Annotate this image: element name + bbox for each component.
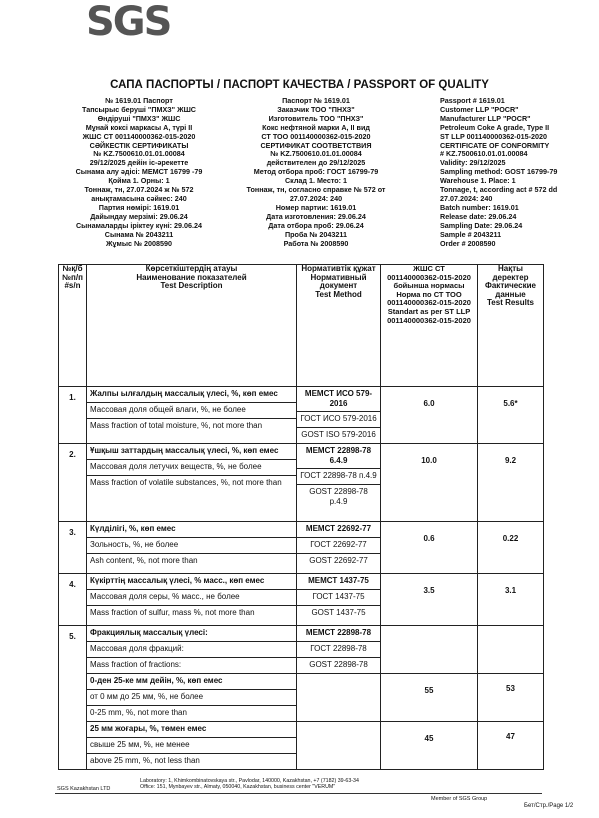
footer-addresses	[140, 778, 359, 790]
row-standard: 10.0	[381, 444, 478, 522]
description-line: above 25 mm, %, not less than	[90, 756, 200, 765]
description-line: Массовая доля фракций:	[87, 642, 296, 658]
method-line: МЕМСТ ИСО 579-2016	[297, 387, 380, 412]
header-column-kazakh	[54, 97, 224, 248]
table-row	[59, 387, 544, 444]
row-number: 4.	[59, 574, 87, 626]
header-line: анықтамасына сәйкес: 240	[91, 193, 187, 203]
header-line: Өндіруші "ПМХЗ" ЖШС	[97, 113, 181, 123]
method-line: ГОСТ 22898-78	[297, 642, 380, 658]
description-line: от 0 мм до 25 мм, %, не более	[87, 690, 296, 706]
row-description	[87, 522, 297, 574]
method-line: ГОСТ 22692-77	[297, 538, 380, 554]
header-line: # KZ.7500610.01.01.00084	[440, 149, 528, 159]
document-title: САПА ПАСПОРТЫ / ПАСПОРТ КАЧЕСТВА / PASSPORT OF QUALITY	[110, 79, 489, 91]
description-line: Зольность, %, не более	[87, 538, 296, 554]
subrow-standard: 55	[381, 674, 478, 722]
description-line: Ash content, %, not more than	[90, 556, 198, 565]
header-column-english	[440, 97, 590, 248]
header-line: Номер партии: 1619.01	[275, 202, 357, 212]
header-line: Проба № 2043211	[285, 229, 347, 239]
table-header-row	[59, 265, 544, 387]
header-line: Manufacturer LLP "POCR"	[440, 113, 531, 123]
method-line: GOST 22898-78	[309, 660, 368, 669]
header-column-russian	[236, 97, 396, 248]
header-line: Release date: 29.06.24	[440, 211, 517, 221]
header-line: ЖШС СТ 001140000362-015-2020	[82, 131, 196, 141]
header-line: действителен до 29/12/2025	[266, 158, 366, 168]
description-line: Mass fraction of sulfur, mass %, not more than	[90, 608, 255, 617]
header-line: 27.07.2024: 240	[289, 193, 343, 203]
description-line: 25 мм жоғары, %, төмен емес	[87, 722, 296, 738]
header-line: Customer LLP "POCR"	[440, 104, 519, 114]
method-line: ГОСТ ИСО 579-2016	[297, 412, 380, 428]
header-method: Нормативтік құжат Нормативный документ Test Method	[297, 265, 381, 387]
row-number: 5.	[59, 626, 87, 770]
header-desc: Көрсеткіштердің атауы Наименование показателей Test Description	[87, 265, 297, 387]
header-line: Жұмыс № 2008590	[106, 238, 172, 248]
header-num: №қ/б №п/п #s/n	[59, 265, 87, 387]
row-method	[297, 522, 381, 574]
sgs-logo: SGS	[86, 0, 171, 45]
table-row	[59, 444, 544, 522]
header-line: Тоннаж, тн, согласно справке № 572 от	[246, 185, 386, 195]
method-line: GOST 1437-75	[311, 608, 366, 617]
header-line: № KZ.7500610.01.01.00084	[270, 149, 362, 159]
row-standard: 3.5	[381, 574, 478, 626]
table-row	[59, 522, 544, 574]
method-line: МЕМСТ 1437-75	[297, 574, 380, 590]
description-line: Күкірттің массалық үлесі, % масс., көп емес	[87, 574, 296, 590]
header-line: Дайындау мерзімі: 29.06.24	[90, 211, 188, 221]
row-method	[297, 574, 381, 626]
header-line: Заказчик ТОО "ПНХЗ"	[277, 104, 355, 114]
header-line: № KZ.7500610.01.01.00084	[93, 149, 185, 159]
row-result: 3.1	[478, 574, 544, 626]
row-result: 9.2	[478, 444, 544, 522]
subrow-method	[297, 722, 381, 770]
row-result	[478, 626, 544, 674]
row-description	[87, 626, 297, 674]
header-line: СТ ТОО 001140000362-015-2020	[261, 131, 371, 141]
header-line: Мұнай коксі маркасы А, түрі ІІ	[85, 122, 193, 132]
method-line: GOST 22692-77	[309, 556, 368, 565]
row-result: 5.6*	[478, 387, 544, 444]
table-subrow	[59, 674, 544, 722]
description-line: Mass fraction of total moisture, %, not more than	[90, 421, 263, 430]
header-line: СӘЙКЕСТІК СЕРТИФИКАТЫ	[89, 140, 189, 150]
description-line: Күлділігі, %, көп емес	[87, 522, 296, 538]
header-line: Batch number: 1619.01	[440, 202, 519, 212]
footer-member: Member of SGS Group	[431, 796, 488, 802]
header-line: СЕРТИФИКАТ СООТВЕТСТВИЯ	[260, 140, 372, 150]
header-line: № 1619.01 Паспорт	[105, 96, 173, 105]
header-line: ST LLP 001140000362-015-2020	[440, 131, 547, 141]
results-table	[58, 264, 544, 770]
subrow-result: 53	[478, 674, 544, 722]
row-method	[297, 626, 381, 674]
header-line: Сынама № 2043211	[104, 229, 174, 239]
method-line: ГОСТ 1437-75	[297, 590, 380, 606]
method-line: GOST 22898-78 p.4.9	[309, 487, 368, 506]
row-description	[87, 387, 297, 444]
method-line: ГОСТ 22898-78 п.4.9	[297, 469, 380, 485]
header-line: 27.07.2024: 240	[440, 193, 493, 203]
header-line: Паспорт № 1619.01	[282, 96, 350, 105]
description-line: Ұшқыш заттардың массалық үлесі, %, көп емес	[87, 444, 296, 460]
table-subrow	[59, 722, 544, 770]
row-standard	[381, 626, 478, 674]
description-line: Mass fraction of fractions:	[90, 660, 182, 669]
method-line: МЕМСТ 22898-78	[297, 626, 380, 642]
header-line: Қойма 1. Орны: 1	[108, 176, 170, 186]
page-number: Бет/Стр./Page 1/2	[524, 803, 574, 809]
description-line: Жалпы ылғалдың массалық үлесі, %, көп емес	[87, 387, 296, 403]
description-line: Фракциялық массалық үлесі:	[87, 626, 296, 642]
description-line: Массовая доля летучих веществ, %, не более	[87, 460, 296, 476]
row-number: 1.	[59, 387, 87, 444]
row-description	[87, 444, 297, 522]
header-line: 29/12/2025 дейін іс-әрекетте	[89, 158, 189, 168]
header-line: Тоннаж, тн, 27.07.2024 ж № 572	[84, 185, 194, 195]
table-row	[59, 626, 544, 674]
header-line: Партия нөмірі: 1619.01	[98, 202, 180, 212]
header-line: Sampling method: GOST 16799-79	[440, 167, 558, 177]
header-line: Метод отбора проб: ГОСТ 16799-79	[253, 167, 379, 177]
description-line: Массовая доля общей влаги, %, не более	[87, 403, 296, 419]
method-line: GOST ISO 579-2016	[301, 430, 376, 439]
header-result: Нақты деректер Фактические данные Test Results	[478, 265, 544, 387]
row-method	[297, 444, 381, 522]
header-line: Petroleum Coke A grade, Type II	[440, 122, 550, 132]
description-line: 0-ден 25-ке мм дейін, %, көп емес	[87, 674, 296, 690]
subrow-method	[297, 674, 381, 722]
header-line: CERTIFICATE OF CONFORMITY	[440, 140, 550, 150]
method-line: МЕМСТ 22692-77	[297, 522, 380, 538]
description-line: свыше 25 мм, %, не менее	[87, 738, 296, 754]
header-line: Дата отбора проб: 29.06.24	[268, 220, 364, 230]
row-standard: 0.6	[381, 522, 478, 574]
header-standard: ЖШС СТ 001140000362-015-2020 бойынша нормасы Норма по СТ ТОО 001140000362-015-2020 Standart as per ST LLP 001140000362-015-2020	[381, 265, 478, 387]
header-line: Тапсырыс беруші "ПМХЗ" ЖШС	[82, 104, 196, 114]
table-row	[59, 574, 544, 626]
header-line: Tonnage, t, according act # 572 dd	[440, 185, 558, 195]
row-method	[297, 387, 381, 444]
subrow-standard: 45	[381, 722, 478, 770]
footer-divider	[55, 793, 542, 794]
header-line: Сынамаларды іріктеу күні: 29.06.24	[75, 220, 203, 230]
subrow-description	[87, 722, 297, 770]
header-line: Sampling Date: 29.06.24	[440, 220, 523, 230]
footer-office: Office: 151, Mynbayev str., Almaty, 050040, Kazakhstan, business center "VERUM"	[140, 784, 336, 790]
method-line: МЕМСТ 22898-78 6.4.9	[297, 444, 380, 469]
row-standard: 6.0	[381, 387, 478, 444]
header-line: Sample # 2043211	[440, 229, 502, 239]
row-result: 0.22	[478, 522, 544, 574]
description-line: Массовая доля серы, % масс., не более	[87, 590, 296, 606]
header-line: Склад 1. Место: 1	[284, 176, 348, 186]
description-line: Mass fraction of volatile substances, %, not more than	[90, 478, 282, 487]
footer-company: SGS Kazakhstan LTD	[57, 786, 111, 792]
row-description	[87, 574, 297, 626]
header-line: Passport # 1619.01	[440, 96, 505, 105]
row-number: 3.	[59, 522, 87, 574]
row-number: 2.	[59, 444, 87, 522]
footer-lab: Laboratory: 1, Khimkombinatovskaya str., Pavlodar, 140000, Kazakhstan, +7 (7182) 39-63-34	[140, 778, 359, 784]
header-line: Validity: 29/12/2025	[440, 158, 506, 168]
header-line: Дата изготовления: 29.06.24	[266, 211, 366, 221]
description-line: 0-25 mm, %, not more than	[90, 708, 187, 717]
header-line: Кокс нефтяной марки А, II вид	[262, 122, 370, 132]
header-line: Warehouse 1. Place: 1	[440, 176, 516, 186]
subrow-description	[87, 674, 297, 722]
header-line: Изготовитель ТОО "ПНХЗ"	[268, 113, 364, 123]
header-line: Сынама алу әдісі: МЕМСТ 16799 -79	[75, 167, 203, 177]
header-line: Работа № 2008590	[283, 238, 349, 248]
subrow-result: 47	[478, 722, 544, 770]
header-line: Order # 2008590	[440, 238, 496, 248]
